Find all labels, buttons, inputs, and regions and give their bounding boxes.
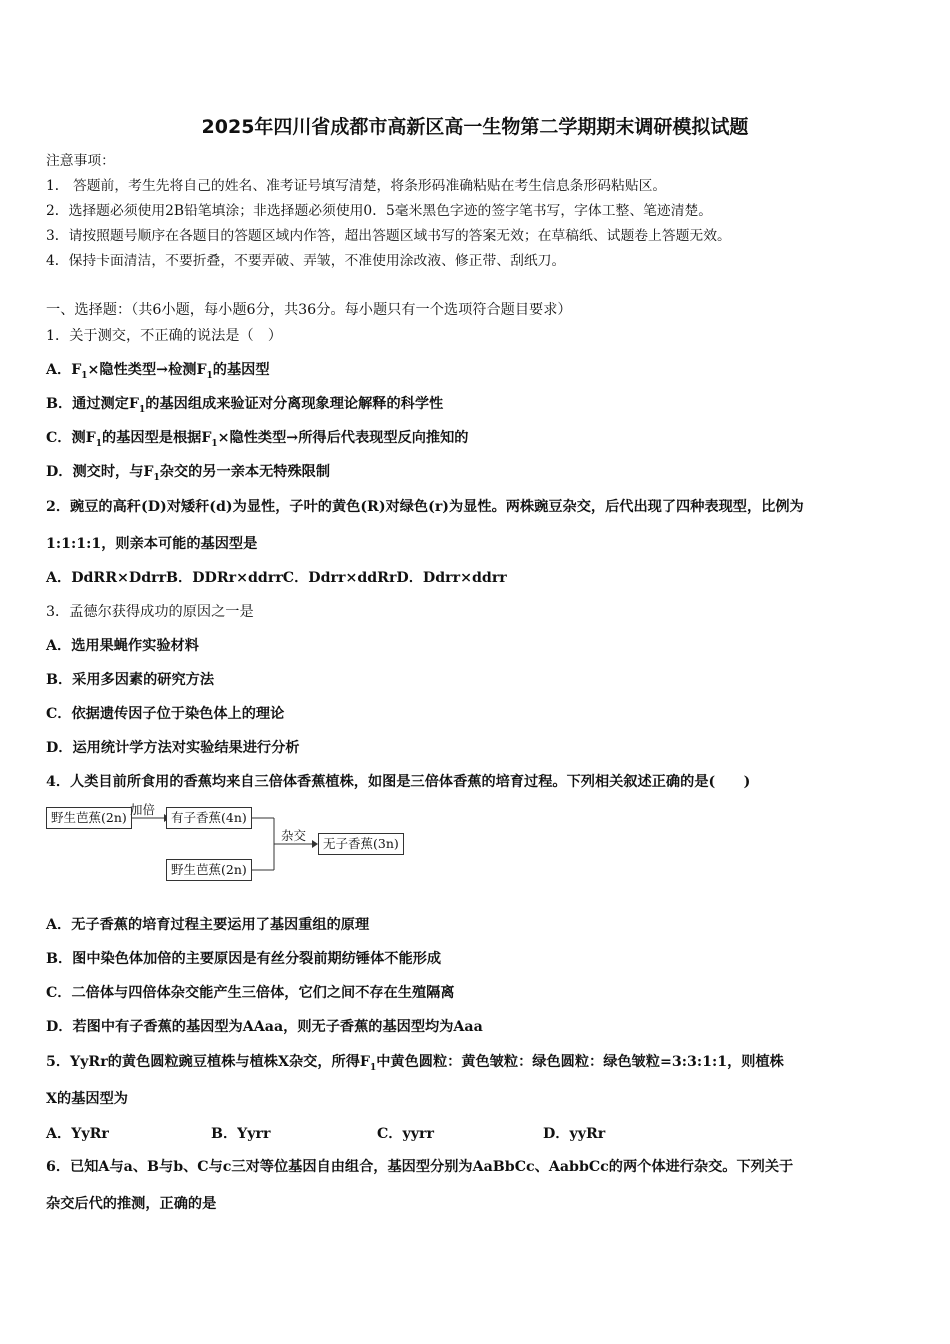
q5-option-d: D．yyRr <box>543 1126 606 1142</box>
q5-stem-line1: 5．YyRr的黄色圆粒豌豆植株与植株X杂交，所得$F_1$中黄色圆粒：黄色皱粒：绿色圆粒：绿色皱粒=3:3:1:1，则植株 <box>46 1054 784 1073</box>
q5-option-c: C．yyrr <box>377 1126 434 1142</box>
q1-option-d: D．测交时，与$F_1$杂交的另一亲本无特殊限制 <box>46 464 331 483</box>
section-heading: 一、选择题：（共6小题，每小题6分，共36分。每小题只有一个选项符合题目要求） <box>46 302 572 318</box>
q4-stem: 4．人类目前所食用的香蕉均来自三倍体香蕉植株，如图是三倍体香蕉的培育过程。下列相关叙述正确的是( ) <box>46 774 751 790</box>
seedless-banana-box: 无子香蕉(3n) <box>318 833 404 855</box>
q3-option-d: D．运用统计学方法对实验结果进行分析 <box>46 740 300 756</box>
q2-stem-line1: 2．豌豆的高秆(D)对矮秆(d)为显性，子叶的黄色(R)对绿色(r)为显性。两株豌豆杂交，后代出现了四种表现型，比例为 <box>46 499 804 515</box>
q3-stem: 3．孟德尔获得成功的原因之一是 <box>46 604 254 620</box>
notice-item-1: 1． 答题前，考生先将自己的姓名、准考证号填写清楚，将条形码准确粘贴在考生信息条形码粘贴区。 <box>46 178 667 194</box>
q5-stem-line2: X的基因型为 <box>46 1091 128 1107</box>
breeding-diagram <box>46 800 406 890</box>
cross-label: 杂交 <box>281 828 307 843</box>
q6-stem-line1: 6．已知A与a、B与b、C与c三对等位基因自由组合，基因型分别为AaBbCc、AabbCc的两个体进行杂交。下列关于 <box>46 1159 794 1175</box>
q3-option-c: C．依据遗传因子位于染色体上的理论 <box>46 706 285 722</box>
q2-options: A．DdRR×DdrrB．DDRr×ddrrC．Ddrr×ddRrD．Ddrr×ddrr <box>46 570 507 586</box>
page-title: 2025年四川省成都市高新区高一生物第二学期期末调研模拟试题 <box>201 116 749 138</box>
notice-item-2: 2．选择题必须使用2B铅笔填涂；非选择题必须使用0．5毫米黑色字迹的签字笔书写，字体工整、笔迹清楚。 <box>46 203 713 219</box>
q1-option-c: C．测$F_1$的基因型是根据$F_1\times$隐性类型→所得后代表现型反向推知的 <box>46 430 469 449</box>
q4-option-d: D．若图中有子香蕉的基因型为AAaa，则无子香蕉的基因型均为Aaa <box>46 1019 483 1035</box>
q3-option-a: A．选用果蝇作实验材料 <box>46 638 199 654</box>
q5-option-b: B．Yyrr <box>211 1126 271 1142</box>
wild-banana-box-1: 野生芭蕉(2n) <box>46 807 132 829</box>
q6-stem-line2: 杂交后代的推测，正确的是 <box>46 1196 217 1212</box>
notice-item-4: 4．保持卡面清洁，不要折叠，不要弄破、弄皱，不准使用涂改液、修正带、刮纸刀。 <box>46 253 566 269</box>
seeded-banana-box: 有子香蕉(4n) <box>166 807 252 829</box>
q1-option-a: A．$F_1\times$隐性类型→检测$F_1$的基因型 <box>46 362 270 381</box>
notice-heading: 注意事项： <box>46 153 115 169</box>
q4-option-a: A．无子香蕉的培育过程主要运用了基因重组的原理 <box>46 917 370 933</box>
notice-item-3: 3．请按照题号顺序在各题目的答题区域内作答，超出答题区域书写的答案无效；在草稿纸、试题卷上答题无效。 <box>46 228 731 244</box>
q3-option-b: B．采用多因素的研究方法 <box>46 672 215 688</box>
q1-stem: 1．关于测交，不正确的说法是（ ） <box>46 328 283 344</box>
doubling-label: 加倍 <box>130 802 156 817</box>
q4-option-c: C．二倍体与四倍体杂交能产生三倍体，它们之间不存在生殖隔离 <box>46 985 455 1001</box>
wild-banana-box-2: 野生芭蕉(2n) <box>166 859 252 881</box>
q5-option-a: A．YyRr <box>46 1126 109 1142</box>
q2-stem-line2: 1:1:1:1，则亲本可能的基因型是 <box>46 536 258 552</box>
q1-option-b: B．通过测定$F_1$的基因组成来验证对分离现象理论解释的科学性 <box>46 396 444 415</box>
q4-option-b: B．图中染色体加倍的主要原因是有丝分裂前期纺锤体不能形成 <box>46 951 442 967</box>
